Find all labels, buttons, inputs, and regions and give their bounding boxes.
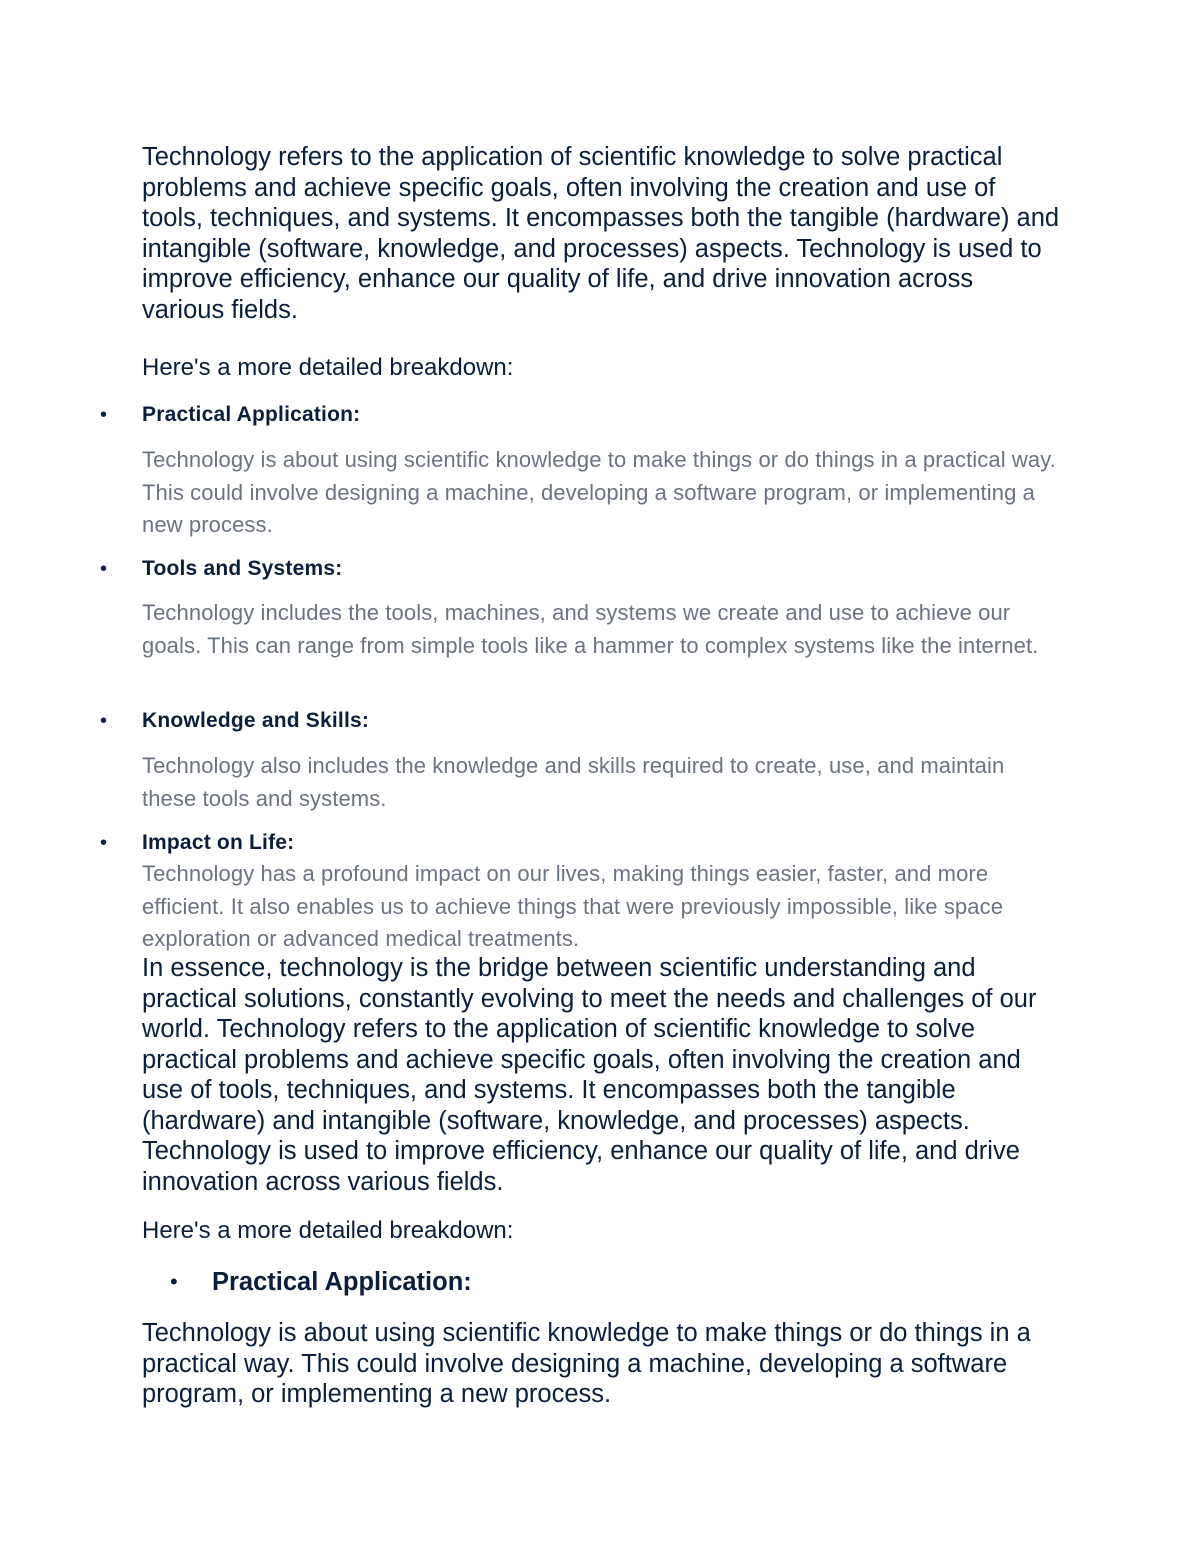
list-item [100,554,1060,584]
list-item [100,400,1060,430]
breakdown-heading: Here's a more detailed breakdown: [142,354,514,381]
bullet-icon: • [170,1269,178,1294]
essence-paragraph: In essence, technology is the bridge between scientific understanding and practical solutions, constantly evolving to meet the needs and challenges of our world. Technology refers to the application of scientific knowledge to solve practical problems and achieve specific goals, often involving the creation and use of tools, techniques, and systems. It encompasses both the tangible (hardware) and intangible (software, knowledge, and processes) aspects. Technology is used to improve efficiency, enhance our quality of life, and drive innovation across various fields. [142,954,1037,1196]
bullet-icon: • [100,710,108,732]
list-item [100,706,1060,736]
bullet-icon: • [100,558,108,580]
list-item-description: Technology includes the tools, machines, and systems we create and use to achieve our goals. This can range from simple tools like a hammer to complex systems like the internet. [142,600,1039,658]
list-item-label: Practical Application: [142,403,361,426]
list-item [170,1264,1070,1300]
bullet-icon: • [100,404,108,426]
list-item-label: Tools and Systems: [142,557,343,580]
practical-application-paragraph: Technology is about using scientific knowledge to make things or do things in a practical way. This could involve designing a machine, developing a software program, or implementing a new process. [142,1319,1031,1408]
list-item-description: Technology also includes the knowledge and skills required to create, use, and maintain these tools and systems. [142,753,1005,811]
list-item-label: Knowledge and Skills: [142,709,370,732]
intro-paragraph: Technology refers to the application of scientific knowledge to solve practical problems and achieve specific goals, often involving the creation and use of tools, techniques, and systems. It encompasses both the tangible (hardware) and intangible (software, knowledge, and processes) aspects. Technology is used to improve efficiency, enhance our quality of life, and drive innovation across various fields. [142,143,1060,324]
breakdown-heading-repeat: Here's a more detailed breakdown: [142,1217,514,1244]
list-item-label: Impact on Life: [142,831,295,854]
list-item-description: Technology has a profound impact on our lives, making things easier, faster, and more efficient. It also enables us to achieve things that were previously impossible, like space exploration or advanced medical treatments. [142,861,1004,951]
list-item-label: Practical Application: [212,1268,472,1296]
list-item [100,828,1060,858]
bullet-icon: • [100,832,108,854]
list-item-description: Technology is about using scientific knowledge to make things or do things in a practical way. This could involve designing a machine, developing a software program, or implementing a new process. [142,447,1056,537]
